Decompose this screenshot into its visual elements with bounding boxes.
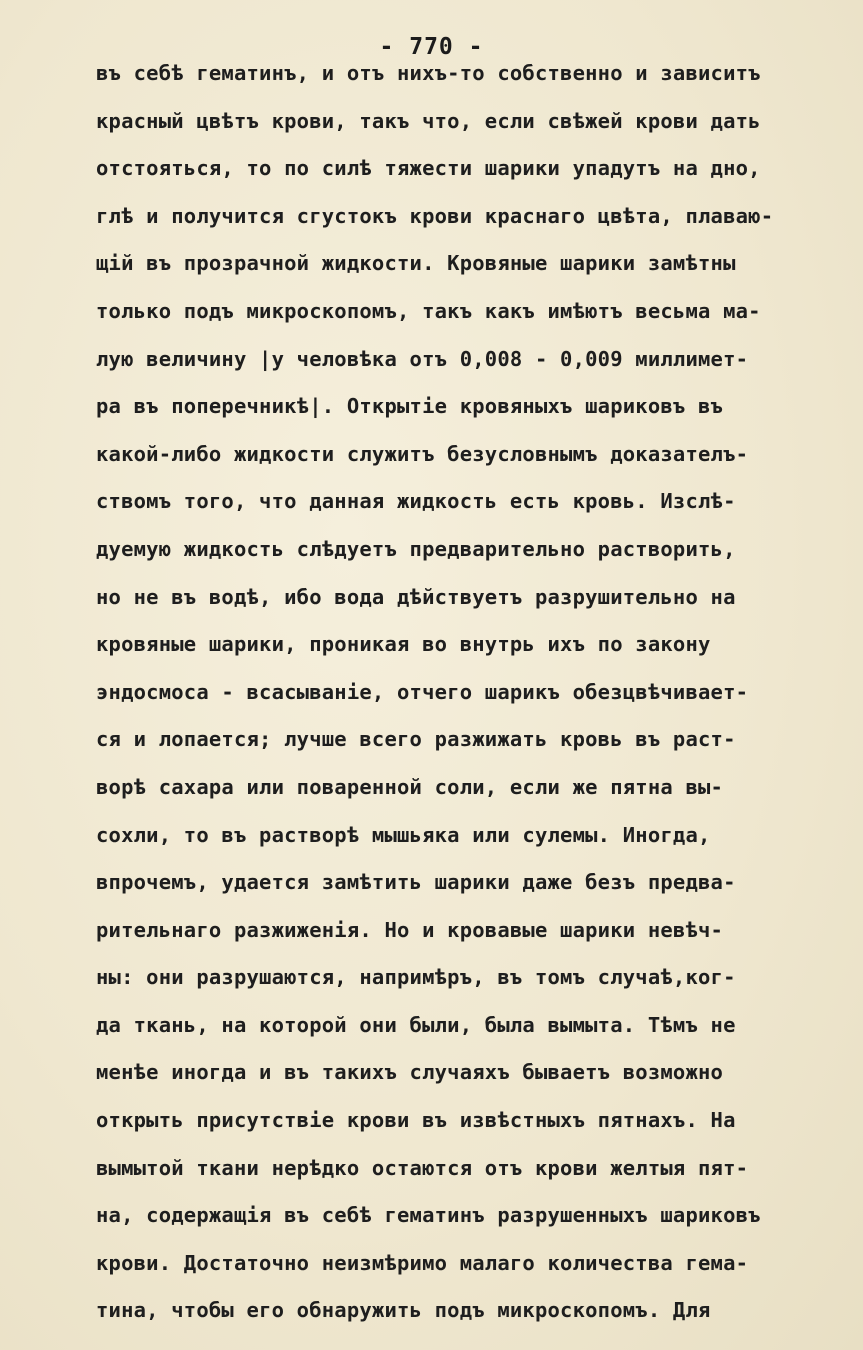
text-line: лую величину |у человѣка отъ 0,008 - 0,009 миллимет- (96, 346, 749, 371)
text-line: тина, чтобы его обнаружить подъ микроскопомъ. Для (96, 1298, 711, 1323)
text-line: вымытой ткани нерѣдко остаются отъ крови желтыя пят- (96, 1155, 749, 1180)
text-line: ворѣ сахара или поваренной соли, если же пятна вы- (96, 774, 724, 799)
page-body (96, 50, 836, 1335)
text-line: отстояться, то по силѣ тяжести шарики упадутъ на дно, (96, 156, 761, 181)
text-line: кровяные шарики, проникая во внутрь ихъ по закону (96, 632, 711, 657)
text-line: эндосмоса - всасываніе, отчего шарикъ обезцвѣчивает- (96, 679, 749, 704)
text-line: въ себѣ гематинъ, и отъ нихъ-то собственно и зависитъ (96, 61, 761, 85)
text-line: да ткань, на которой они были, была вымыта. Тѣмъ не (96, 1012, 736, 1037)
text-line: щій въ прозрачной жидкости. Кровяные шарики замѣтны (96, 251, 736, 276)
text-line: крови. Достаточно неизмѣримо малаго количества гема- (96, 1250, 749, 1275)
text-line: ся и лопается; лучше всего разжижать кровь въ раст- (96, 727, 736, 752)
text-line: ствомъ того, что данная жидкость есть кровь. Изслѣ- (96, 489, 736, 514)
text-line: ны: они разрушаются, напримѣръ, въ томъ случаѣ,ког- (96, 965, 736, 990)
text-line: глѣ и получится сгустокъ крови краснаго цвѣта, плаваю- (96, 203, 774, 228)
text-line: впрочемъ, удается замѣтить шарики даже безъ предва- (96, 870, 736, 895)
text-line: какой-либо жидкости служитъ безусловнымъ доказателъ- (96, 441, 749, 466)
text-line: на, содержащія въ себѣ гематинъ разрушенныхъ шариковъ (96, 1203, 761, 1228)
text-line: только подъ микроскопомъ, такъ какъ имѣютъ весьма ма- (96, 298, 761, 323)
text-line: но не въ водѣ, ибо вода дѣйствуетъ разрушительно на (96, 584, 736, 609)
page-number: - 770 - (379, 34, 484, 60)
text-line: менѣе иногда и въ такихъ случаяхъ бываетъ возможно (96, 1060, 724, 1085)
text-line: рительнаго разжиженія. Но и кровавые шарики невѣч- (96, 917, 724, 942)
text-line: красный цвѣтъ крови, такъ что, если свѣжей крови дать (96, 108, 761, 133)
text-line: дуемую жидкость слѣдуетъ предварительно растворить, (96, 536, 736, 561)
text-line: открыть присутствіе крови въ извѣстныхъ пятнахъ. На (96, 1108, 736, 1133)
text-line: ра въ поперечникѣ|. Открытіе кровяныхъ шариковъ въ (96, 394, 724, 419)
text-line: сохли, то въ растворѣ мышьяка или сулемы. Иногда, (96, 822, 711, 847)
